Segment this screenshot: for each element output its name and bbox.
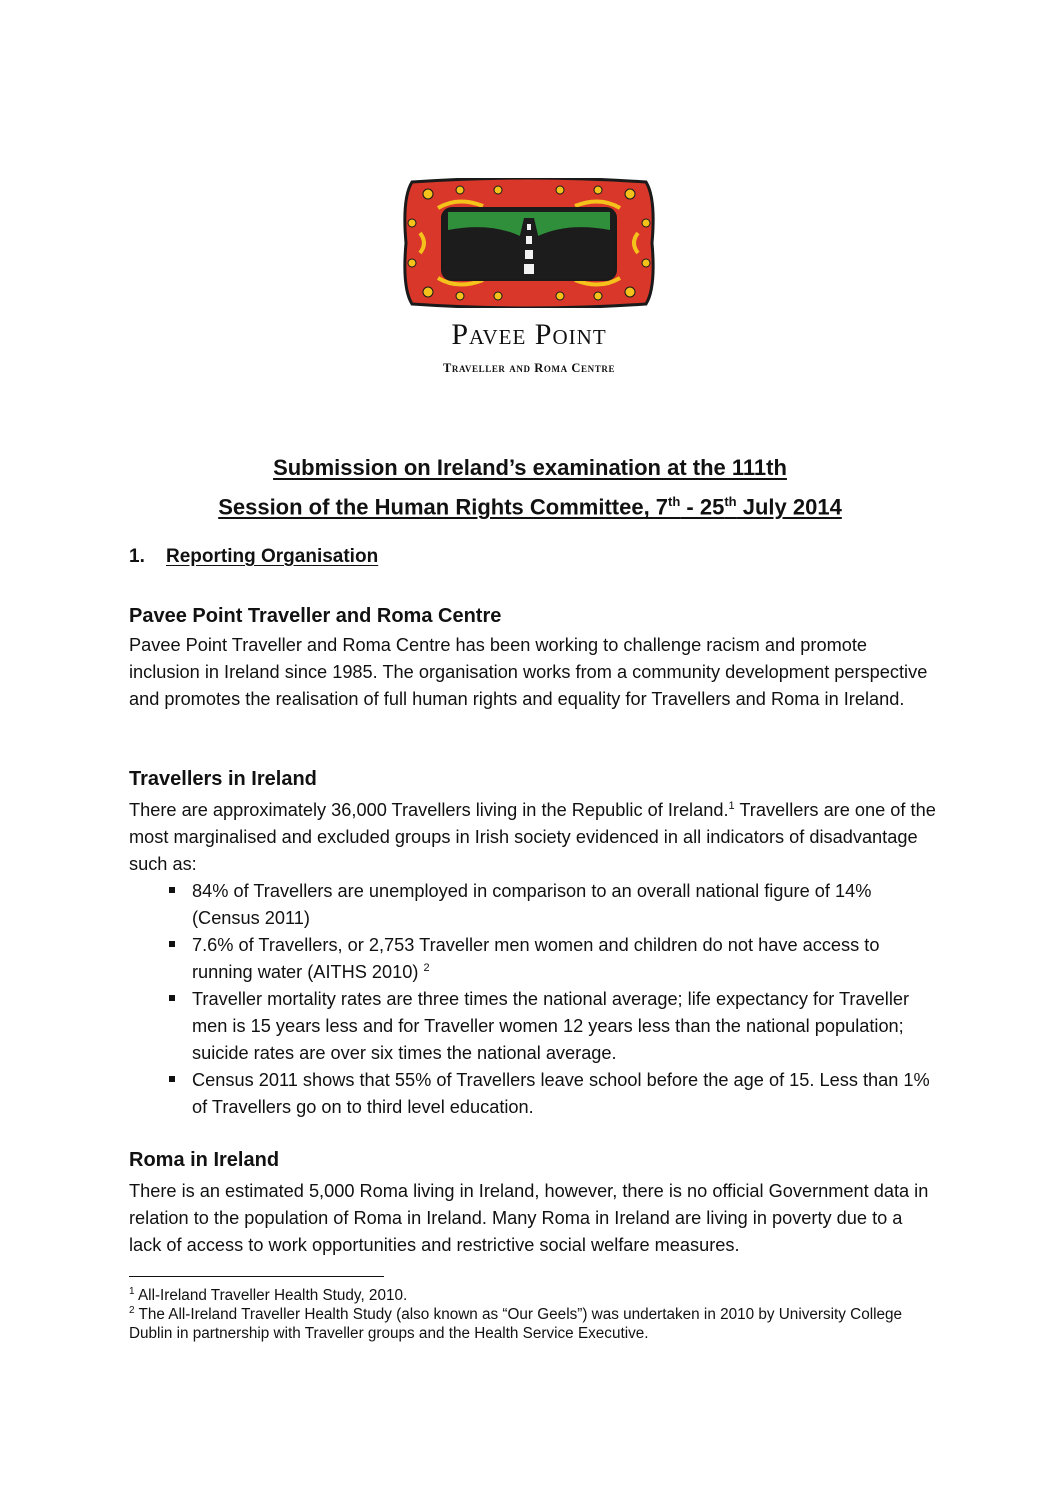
bullet-square-icon <box>169 941 175 947</box>
list-item: 7.6% of Travellers, or 2,753 Traveller men women and children do not have access to running water (AITHS 2010) $^2$ <box>129 932 939 986</box>
travellers-bullet-list <box>129 878 939 1121</box>
list-item: Census 2011 shows that 55% of Travellers leave school before the age of 15. Less than 1% of Travellers go on to third level education. <box>129 1067 939 1121</box>
org-heading: Pavee Point Traveller and Roma Centre <box>129 605 502 627</box>
travellers-heading: Travellers in Ireland <box>129 768 317 790</box>
title-line-1: Submission on Ireland’s examination at the 111th <box>273 455 787 480</box>
document-title <box>100 451 960 524</box>
logo-name: Pavee Point <box>451 318 607 351</box>
travellers-intro: There are approximately 36,000 Travellers living in the Republic of Ireland.$^1$ Travellers are one of the most marginalised and excluded groups in Irish society evidenced in all indicators of disadvantage such as: <box>129 799 936 874</box>
footnote-separator <box>129 1276 384 1277</box>
section-heading <box>129 546 378 568</box>
list-item: Traveller mortality rates are three times the national average; life expectancy for Traveller men is 15 years less and for Traveller women 12 years less than the national population; suicide rates are over six times the national average. <box>129 986 939 1067</box>
bullet-square-icon <box>169 887 175 893</box>
roma-heading: Roma in Ireland <box>129 1149 280 1171</box>
footnote-2: $^2$ The All-Ireland Traveller Health Study (also known as “Our Geels”) was undertaken in 2010 by University College Dublin in partnership with Traveller groups and the Health Service Executive. <box>129 1304 903 1342</box>
section-number: 1. <box>129 546 145 567</box>
footnote-1: $^1$ All-Ireland Traveller Health Study, 2010. <box>129 1285 408 1304</box>
bullet-square-icon <box>169 995 175 1001</box>
section-title: Reporting Organisation <box>166 546 379 567</box>
list-item: 84% of Travellers are unemployed in comparison to an overall national figure of 14% (Census 2011) <box>129 878 939 932</box>
footnotes <box>129 1286 929 1343</box>
title-line-2: Session of the Human Rights Committee, 7th - 25th July 2014 <box>218 494 842 520</box>
roma-paragraph: There is an estimated 5,000 Roma living in Ireland, however, there is no official Government data in relation to the population of Roma in Ireland. Many Roma in Ireland are living in poverty due to a lack of access to work opportunities and restrictive social welfare measures. <box>129 1181 929 1255</box>
logo-subtitle: Traveller and Roma Centre <box>442 361 616 375</box>
org-paragraph: Pavee Point Traveller and Roma Centre has been working to challenge racism and promote inclusion in Ireland since 1985. The organisation works from a community development perspective and promotes the realisation of full human rights and equality for Travellers and Roma in Ireland. <box>129 635 928 709</box>
logo-emblem-icon <box>398 178 660 308</box>
pavee-point-logo <box>398 178 660 378</box>
bullet-square-icon <box>169 1076 175 1082</box>
